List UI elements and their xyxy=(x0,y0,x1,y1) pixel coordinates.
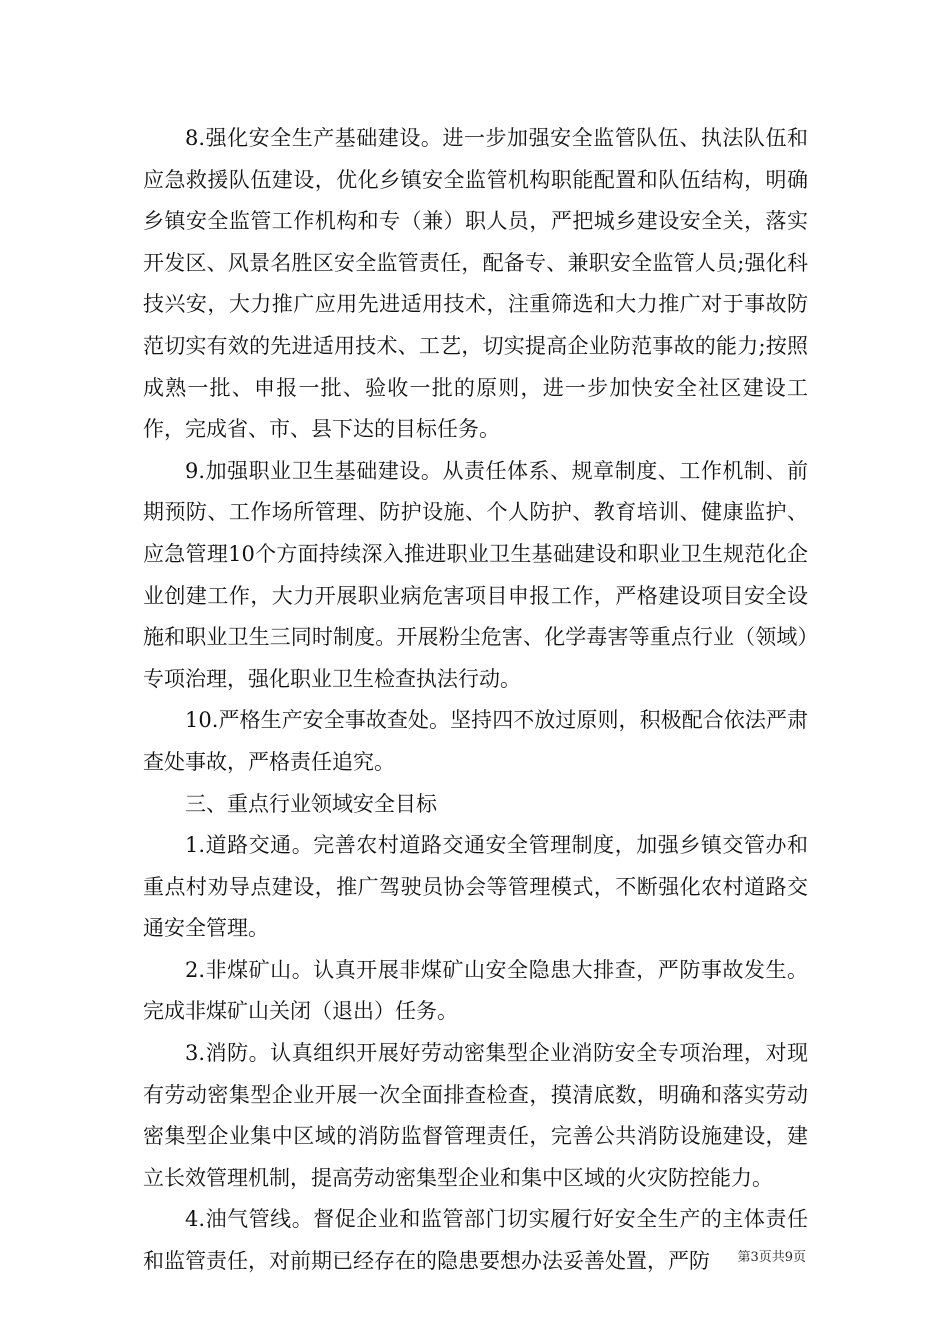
document-body xyxy=(143,118,808,1283)
paragraph-infrastructure: 8.强化安全生产基础建设。进一步加强安全监管队伍、执法队伍和应急救援队伍建设，优化乡镇安全监管机构职能配置和队伍结构，明确乡镇安全监管工作机构和专（兼）职人员，严把城乡建设安全关，落实开发区、风景名胜区安全监管责任，配备专、兼职安全监管人员;强化科技兴安，大力推广应用先进适用技术，注重筛选和大力推广对于事故防范切实有效的先进适用技术、工艺，切实提高企业防范事故的能力;按照成熟一批、申报一批、验收一批的原则，进一步加快安全社区建设工作，完成省、市、县下达的目标任务。 xyxy=(143,126,808,442)
paragraph-non-coal-mines: 2.非煤矿山。认真开展非煤矿山安全隐患大排查，严防事故发生。完成非煤矿山关闭（退出）任务。 xyxy=(143,957,808,1024)
paragraph-fire-protection: 3.消防。认真组织开展好劳动密集型企业消防安全专项治理，对现有劳动密集型企业开展一次全面排查检查，摸清底数，明确和落实劳动密集型企业集中区域的消防监督管理责任，完善公共消防设施建设，建立长效管理机制，提高劳动密集型企业和集中区域的火灾防控能力。 xyxy=(143,1041,808,1190)
section-heading: 三、重点行业领域安全目标 xyxy=(185,791,437,816)
paragraph-accident-investigation: 10.严格生产安全事故查处。坚持四不放过原则，积极配合依法严肃查处事故，严格责任追究。 xyxy=(143,708,808,774)
page-number: 第3页共9页 xyxy=(737,1250,806,1265)
paragraph-road-traffic: 1.道路交通。完善农村道路交通安全管理制度，加强乡镇交管办和重点村劝导点建设，推广驾驶员协会等管理模式，不断强化农村道路交通安全管理。 xyxy=(143,833,808,941)
paragraph-oil-gas-pipelines: 4.油气管线。督促企业和监管部门切实履行好安全生产的主体责任和监管责任，对前期已经存在的隐患要想办法妥善处置，严防 xyxy=(143,1207,808,1274)
paragraph-occupational-health: 9.加强职业卫生基础建设。从责任体系、规章制度、工作机制、前期预防、工作场所管理、防护设施、个人防护、教育培训、健康监护、应急管理10个方面持续深入推进职业卫生基础建设和职业卫生规范化企业创建工作，大力开展职业病危害项目申报工作，严格建设项目安全设施和职业卫生三同时制度。开展粉尘危害、化学毒害等重点行业（领域）专项治理，强化职业卫生检查执法行动。 xyxy=(143,458,808,691)
